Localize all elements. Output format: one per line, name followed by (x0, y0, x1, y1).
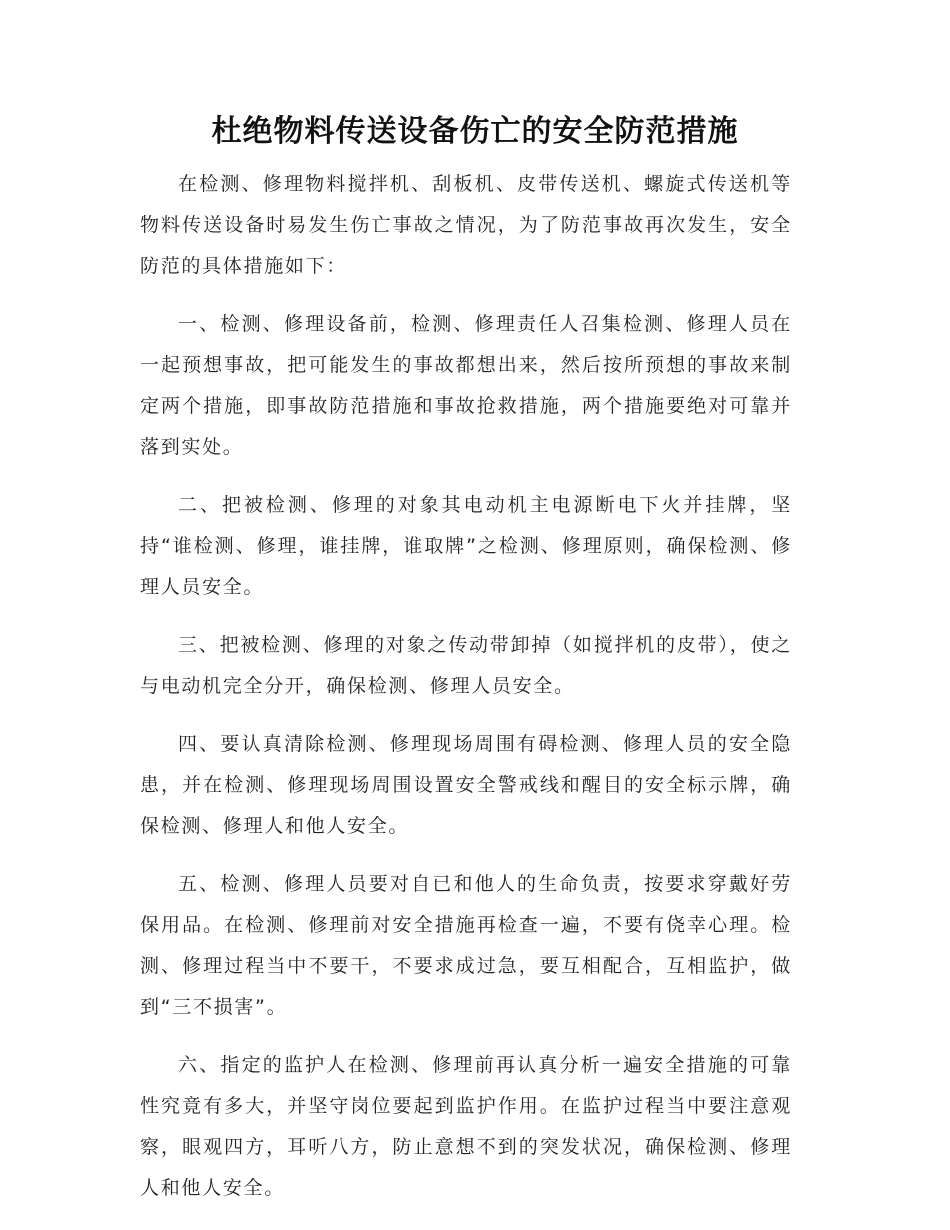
measure-paragraph-5: 五、检测、修理人员要对自已和他人的生命负责，按要求穿戴好劳保用品。在检测、修理前对安全措施再检查一遍，不要有侥幸心理。检测、修理过程当中不要干，不要求成过急，要互相配合，互相监护，做到“三不损害”。 (140, 873, 792, 1018)
document-title: 杜绝物料传送设备伤亡的安全防范措施 (211, 114, 739, 149)
intro-paragraph: 在检测、修理物料搅拌机、刮板机、皮带传送机、螺旋式传送机等物料传送设备时易发生伤亡事故之情况，为了防范事故再次发生，安全防范的具体措施如下： (140, 173, 792, 277)
measure-paragraph-2: 二、把被检测、修理的对象其电动机主电源断电下火并挂牌，坚持“谁检测、修理，谁挂牌，谁取牌”之检测、修理原则，确保检测、修理人员安全。 (140, 494, 792, 598)
measure-paragraph-3: 三、把被检测、修理的对象之传动带卸掉（如搅拌机的皮带），使之与电动机完全分开，确保检测、修理人员安全。 (140, 634, 792, 697)
measure-paragraph-4: 四、要认真清除检测、修理现场周围有碍检测、修理人员的安全隐患，并在检测、修理现场周围设置安全警戒线和醒目的安全标示牌，确保检测、修理人和他人安全。 (140, 733, 792, 837)
measure-paragraph-6: 六、指定的监护人在检测、修理前再认真分析一遍安全措施的可靠性究竟有多大，并坚守岗位要起到监护作用。在监护过程当中要注意观察，眼观四方，耳听八方，防止意想不到的突发状况，确保检测、修理人和他人安全。 (140, 1054, 792, 1199)
document-body (140, 164, 792, 1226)
measure-paragraph-1: 一、检测、修理设备前，检测、修理责任人召集检测、修理人员在一起预想事故，把可能发生的事故都想出来，然后按所预想的事故来制定两个措施，即事故防范措施和事故抢救措施，两个措施要绝对可靠并落到实处。 (140, 313, 792, 458)
